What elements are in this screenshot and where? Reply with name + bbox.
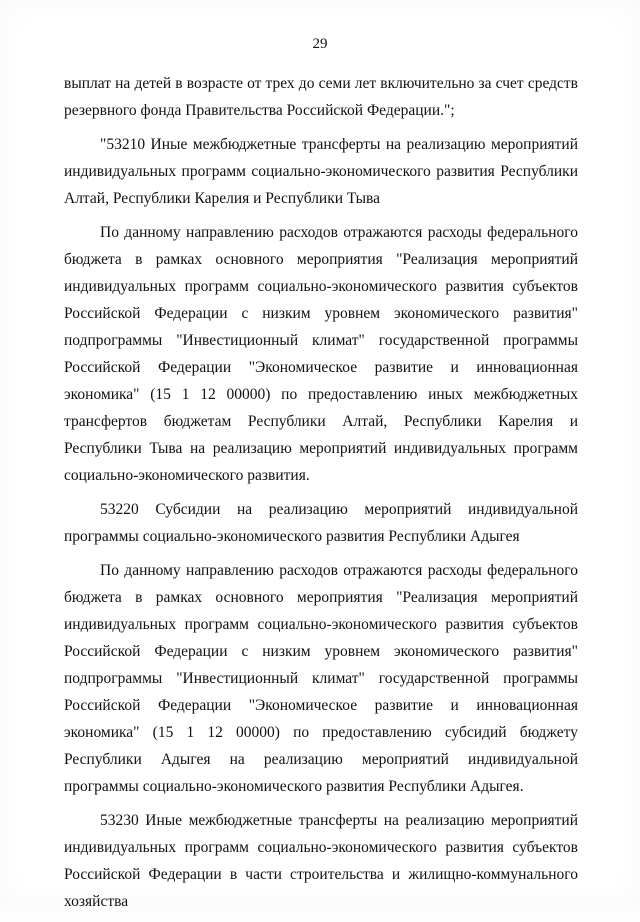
paragraph-heading-53210: "53210 Иные межбюджетные трансферты на реализацию мероприятий индивидуальных программ социально-экономического развития Республики Алтай, Республики Карелия и Республики Тыва bbox=[64, 136, 578, 207]
paragraph-description-53220: По данному направлению расходов отражаются расходы федерального бюджета в рамках основного мероприятия "Реализация мероприятий индивидуальных программ социально-экономического развития субъектов Российской Федерации с низким уровнем экономического развития" подпрограммы "Инвестиционный климат" государственной программы Российской Федерации "Экономическое развитие и инновационная экономика" (15 1 12 00000) по предоставлению субсидий бюджету Республики Адыгея на реализацию мероприятий индивидуальной программы социально-экономического развития Республики Адыгея. bbox=[64, 562, 578, 795]
document-body bbox=[64, 70, 578, 922]
paragraph-heading-53230: 53230 Иные межбюджетные трансферты на реализацию мероприятий индивидуальных программ социально-экономического развития субъектов Российской Федерации в части строительства и жилищно-коммунального хозяйства bbox=[64, 812, 578, 910]
paragraph-description-53210: По данному направлению расходов отражаются расходы федерального бюджета в рамках основного мероприятия "Реализация мероприятий индивидуальных программ социально-экономического развития субъектов Российской Федерации с низким уровнем экономического развития" подпрограммы "Инвестиционный климат" государственной программы Российской Федерации "Экономическое развитие и инновационная экономика" (15 1 12 00000) по предоставлению иных межбюджетных трансфертов бюджетам Республики Алтай, Республики Карелия и Республики Тыва на реализацию мероприятий индивидуальных программ социально-экономического развития. bbox=[64, 224, 578, 484]
paragraph-heading-53220: 53220 Субсидии на реализацию мероприятий индивидуальной программы социально-экономического развития Республики Адыгея bbox=[64, 501, 578, 545]
paragraph-continuation: выплат на детей в возрасте от трех до семи лет включительно за счет средств резервного фонда Правительства Российской Федерации."; bbox=[64, 75, 578, 119]
page-number: 29 bbox=[312, 36, 328, 52]
